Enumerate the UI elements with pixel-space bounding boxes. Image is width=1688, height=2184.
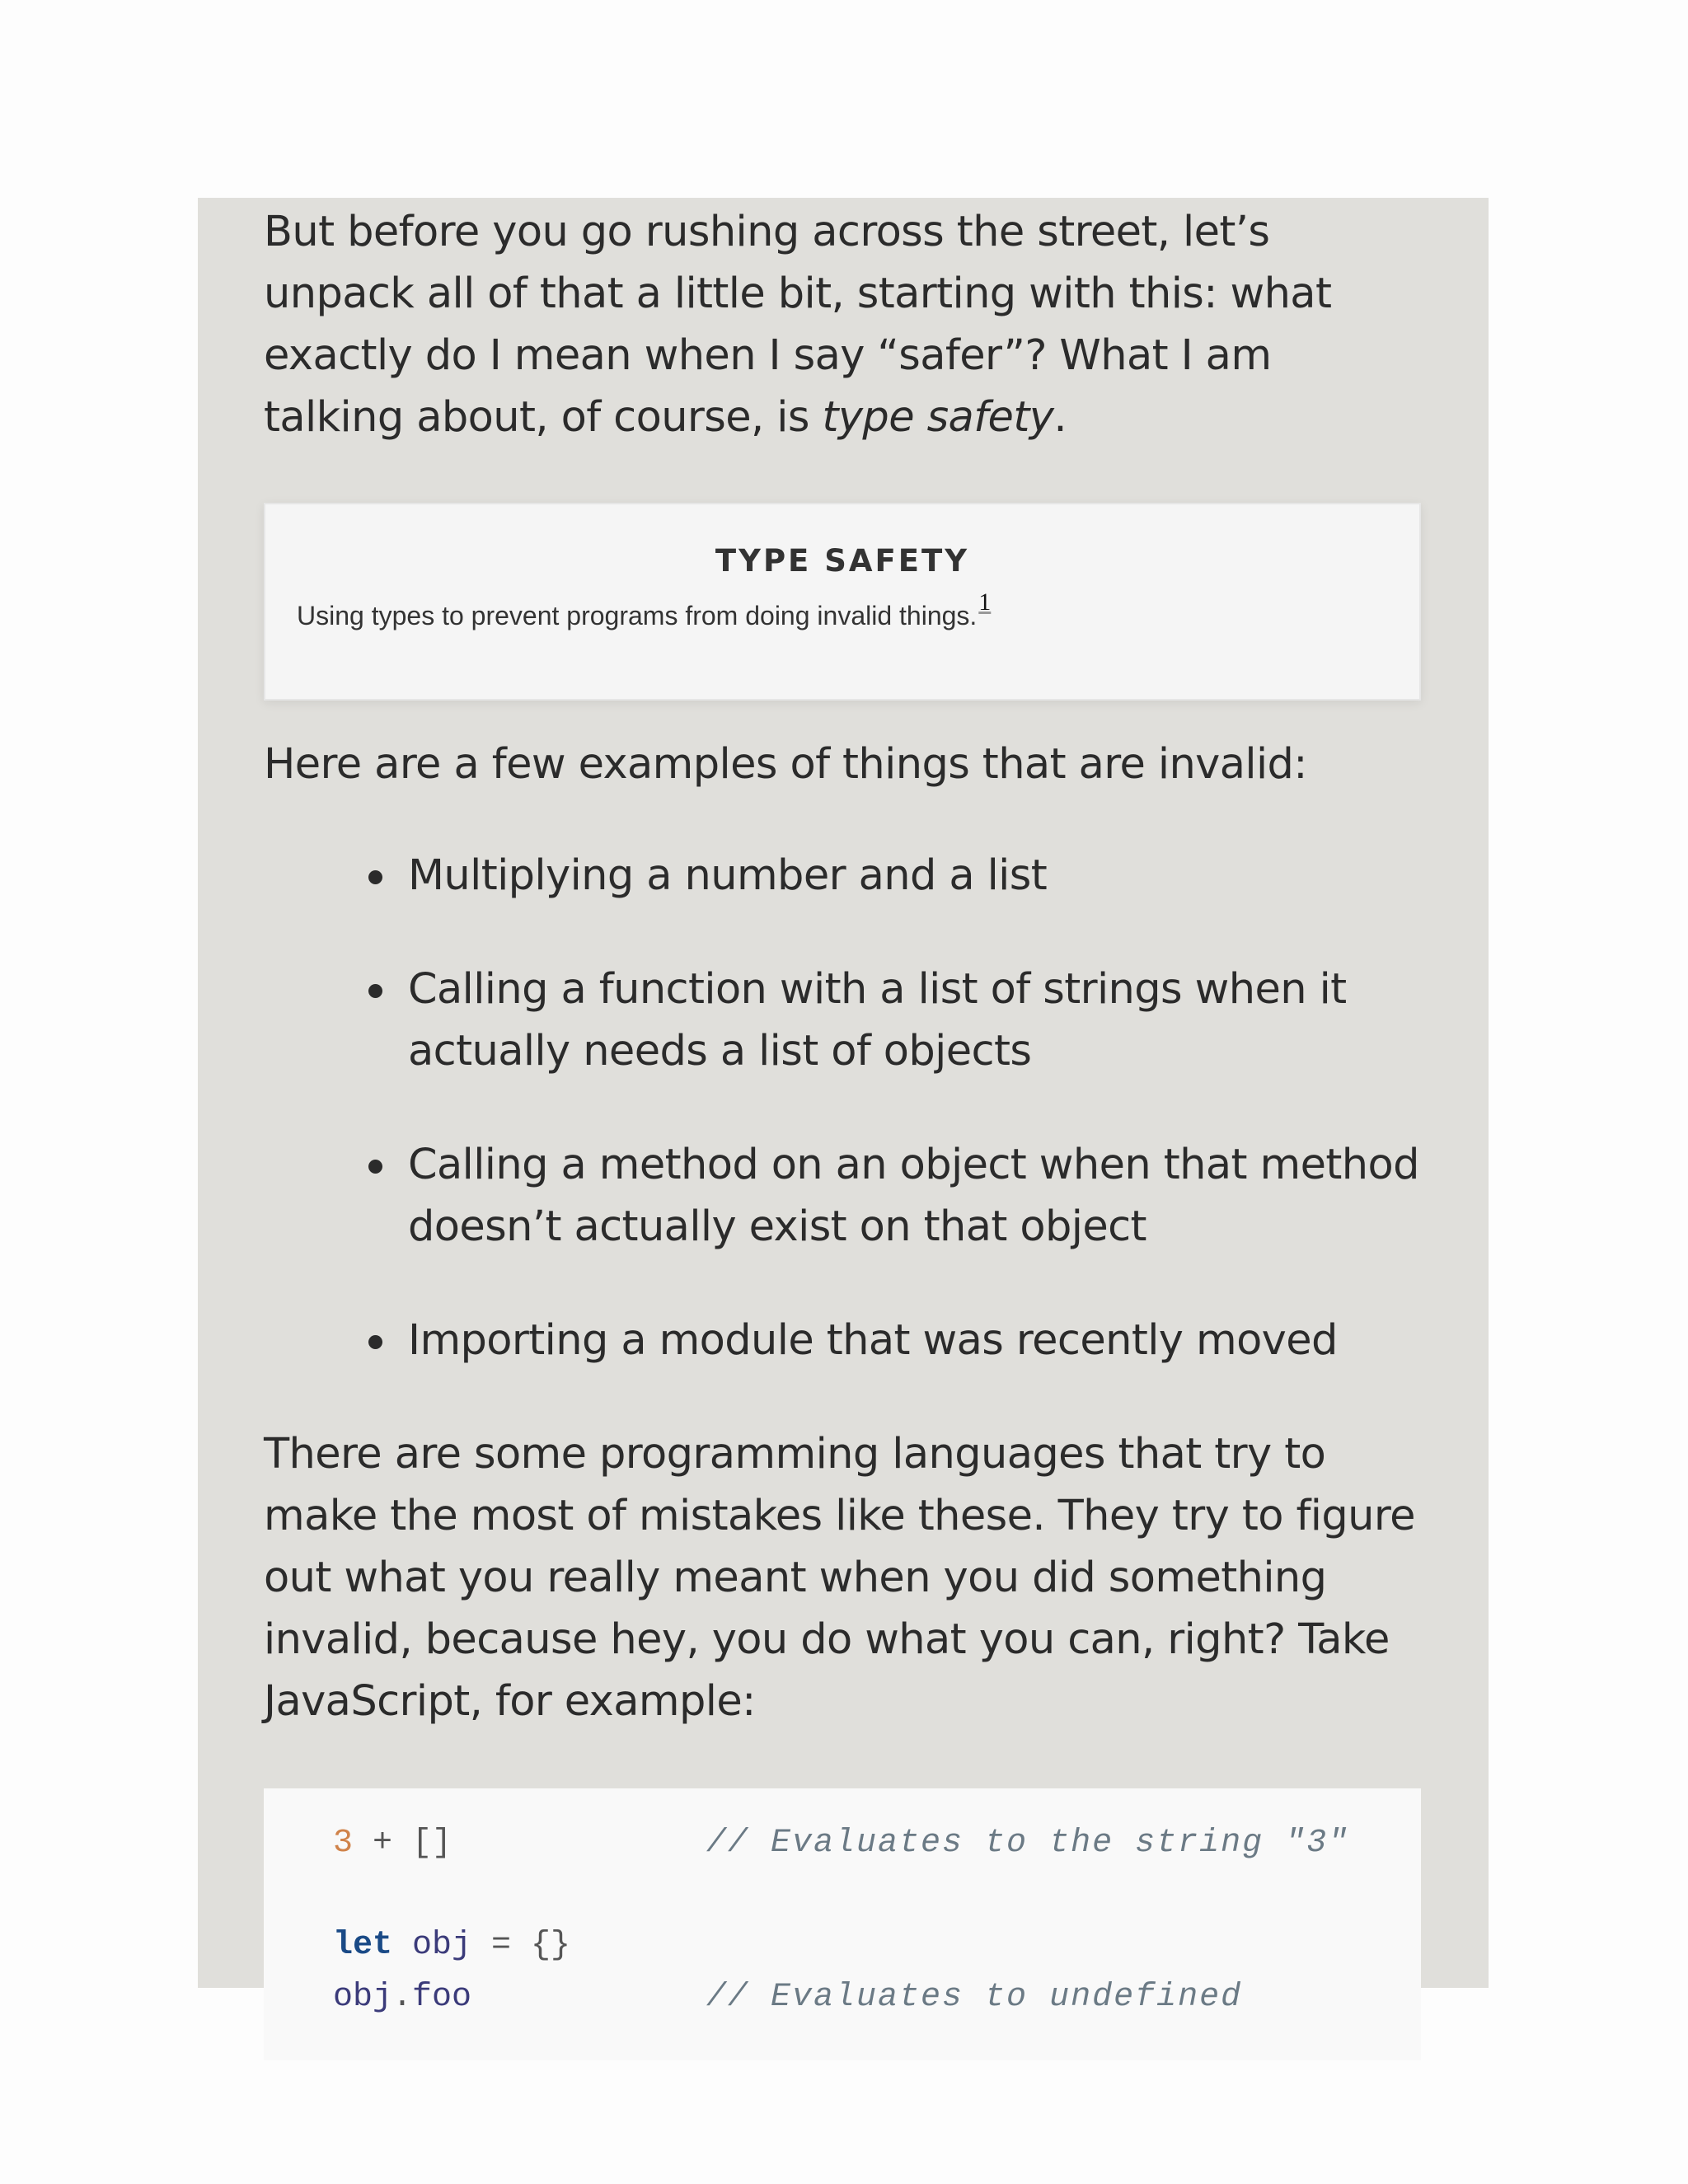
intro-text: But before you go rushing across the street, let’s unpack all of that a little bit, starting with this: what exactly do I mean when I say “safer”? What I am talking about, of course, is [264, 208, 1332, 442]
definition-text: Using types to prevent programs from doing invalid things. [297, 601, 978, 630]
footnote-link[interactable]: 1 [978, 588, 992, 616]
code-line-2 [333, 1927, 570, 1964]
code-line-3 [333, 1979, 471, 2016]
code-assignment: = {} [471, 1927, 571, 1964]
code-dot: . [392, 1979, 413, 2016]
code-keyword: let [333, 1927, 393, 1964]
code-block [264, 1788, 1421, 2060]
invalid-examples-list [264, 845, 1423, 1371]
book-page [198, 198, 1489, 2016]
list-item-text: Calling a method on an object when that method doesn’t actually exist on that object [408, 1141, 1419, 1251]
bullet-icon [368, 1160, 382, 1174]
code-expression: + [] [353, 1825, 452, 1862]
code-object: obj [333, 1979, 393, 2016]
list-item-text: Calling a function with a list of strings when it actually needs a list of objects [408, 965, 1347, 1076]
list-item [408, 1134, 1423, 1258]
callout-definition [297, 588, 992, 631]
intro-paragraph [264, 201, 1423, 448]
intro-period: . [1053, 393, 1067, 442]
bullet-icon [368, 984, 382, 998]
code-comment-1: // Evaluates to the string "3" [706, 1825, 1350, 1862]
code-number: 3 [333, 1825, 354, 1862]
list-item [408, 845, 1423, 907]
bullet-icon [368, 1335, 382, 1349]
definition-callout [264, 503, 1421, 701]
page-content [264, 198, 1423, 2060]
callout-title: TYPE SAFETY [715, 543, 970, 579]
code-property: foo [412, 1979, 472, 2016]
list-item [408, 1310, 1423, 1371]
code-identifier: obj [392, 1927, 472, 1964]
examples-lead-paragraph: Here are a few examples of things that are invalid: [264, 740, 1307, 789]
intro-emphasis: type safety [822, 393, 1054, 442]
bullet-icon [368, 870, 382, 884]
code-line-1 [333, 1825, 452, 1862]
list-item [408, 958, 1423, 1082]
javascript-paragraph: There are some programming languages that try to make the most of mistakes like these. They try to figure out what you really meant when you did something invalid, because hey, you do what you can, right? Take JavaScript, for example: [264, 1430, 1415, 1726]
list-item-text: Importing a module that was recently moved [408, 1316, 1338, 1365]
list-item-text: Multiplying a number and a list [408, 851, 1048, 900]
code-comment-3: // Evaluates to undefined [706, 1979, 1243, 2016]
